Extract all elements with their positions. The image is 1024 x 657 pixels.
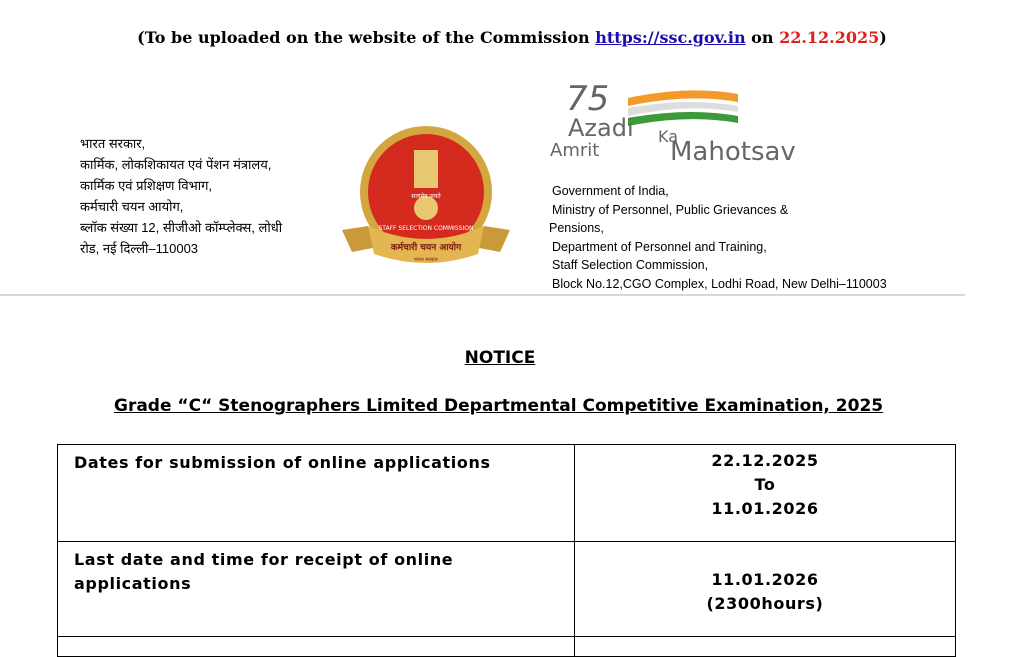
- azadi-text: Azadi: [568, 114, 634, 142]
- ka-text: Ka: [658, 127, 679, 146]
- schedule-table: [57, 444, 956, 657]
- logo-motto: सत्यमेव जयते: [411, 193, 441, 200]
- row-label: Dates for submission of online applications: [58, 445, 575, 542]
- table-row: [58, 542, 956, 637]
- hindi-line: कर्मचारी चयन आयोग,: [80, 199, 184, 214]
- english-line: Staff Selection Commission,: [552, 258, 709, 273]
- upload-text: (To be uploaded on the website of the Commission: [137, 28, 596, 47]
- last-time: (2300hours): [706, 594, 824, 613]
- english-line: Block No.12,CGO Complex, Lodhi Road, New Delhi–110003: [552, 276, 887, 291]
- last-date: 11.01.2026: [711, 570, 819, 589]
- hindi-line: रोड, नई दिल्ली–110003: [80, 241, 199, 256]
- notice-title: NOTICE: [464, 348, 536, 368]
- english-line: Ministry of Personnel, Public Grievances &: [552, 202, 789, 217]
- row-label: [58, 637, 575, 657]
- header-divider: [0, 294, 965, 296]
- english-line: Department of Personnel and Training,: [552, 239, 767, 254]
- row-value: [575, 445, 956, 542]
- hindi-line: कार्मिक एवं प्रशिक्षण विभाग,: [80, 178, 213, 193]
- upload-date: 22.12.2025: [779, 28, 880, 47]
- hindi-line: ब्लॉक संख्या 12, सीजीओ कॉम्प्लेक्स, लोधी: [80, 220, 283, 235]
- english-address: [549, 182, 887, 294]
- upload-on-text: on: [745, 28, 780, 47]
- row-value: [575, 637, 956, 657]
- amrit-text: Amrit: [550, 140, 600, 161]
- hindi-address: [80, 133, 282, 259]
- row-value: [575, 542, 956, 637]
- end-date: 11.01.2026: [711, 499, 819, 518]
- azadi-ka-amrit-mahotsav-logo: [548, 80, 908, 165]
- upload-suffix: ): [879, 28, 887, 47]
- row-label: Last date and time for receipt of online applications: [58, 542, 575, 637]
- ssc-website-link[interactable]: https://ssc.gov.in: [595, 28, 746, 47]
- exam-title: Grade “C“ Stenographers Limited Departmental Competitive Examination, 2025: [114, 396, 884, 416]
- ssc-logo: [338, 122, 514, 272]
- table-row: [58, 445, 956, 542]
- table-row: [58, 637, 956, 657]
- mahotsav-text: Mahotsav: [670, 137, 796, 165]
- english-line: Government of India,: [552, 184, 669, 198]
- svg-text:75: 75: [566, 80, 610, 119]
- logo-ribbon-text: कर्मचारी चयन आयोग: [390, 243, 462, 253]
- start-date: 22.12.2025: [711, 451, 819, 470]
- hindi-line: भारत सरकार,: [80, 136, 146, 151]
- logo-sub-text: भारत सरकार: [414, 257, 438, 263]
- english-line: Pensions,: [549, 221, 604, 236]
- upload-notice: [0, 28, 1024, 47]
- logo-ring-text: STAFF SELECTION COMMISSION: [378, 225, 474, 232]
- hindi-line: कार्मिक, लोकशिकायत एवं पेंशन मंत्रालय,: [80, 157, 272, 172]
- to-text: To: [754, 475, 776, 494]
